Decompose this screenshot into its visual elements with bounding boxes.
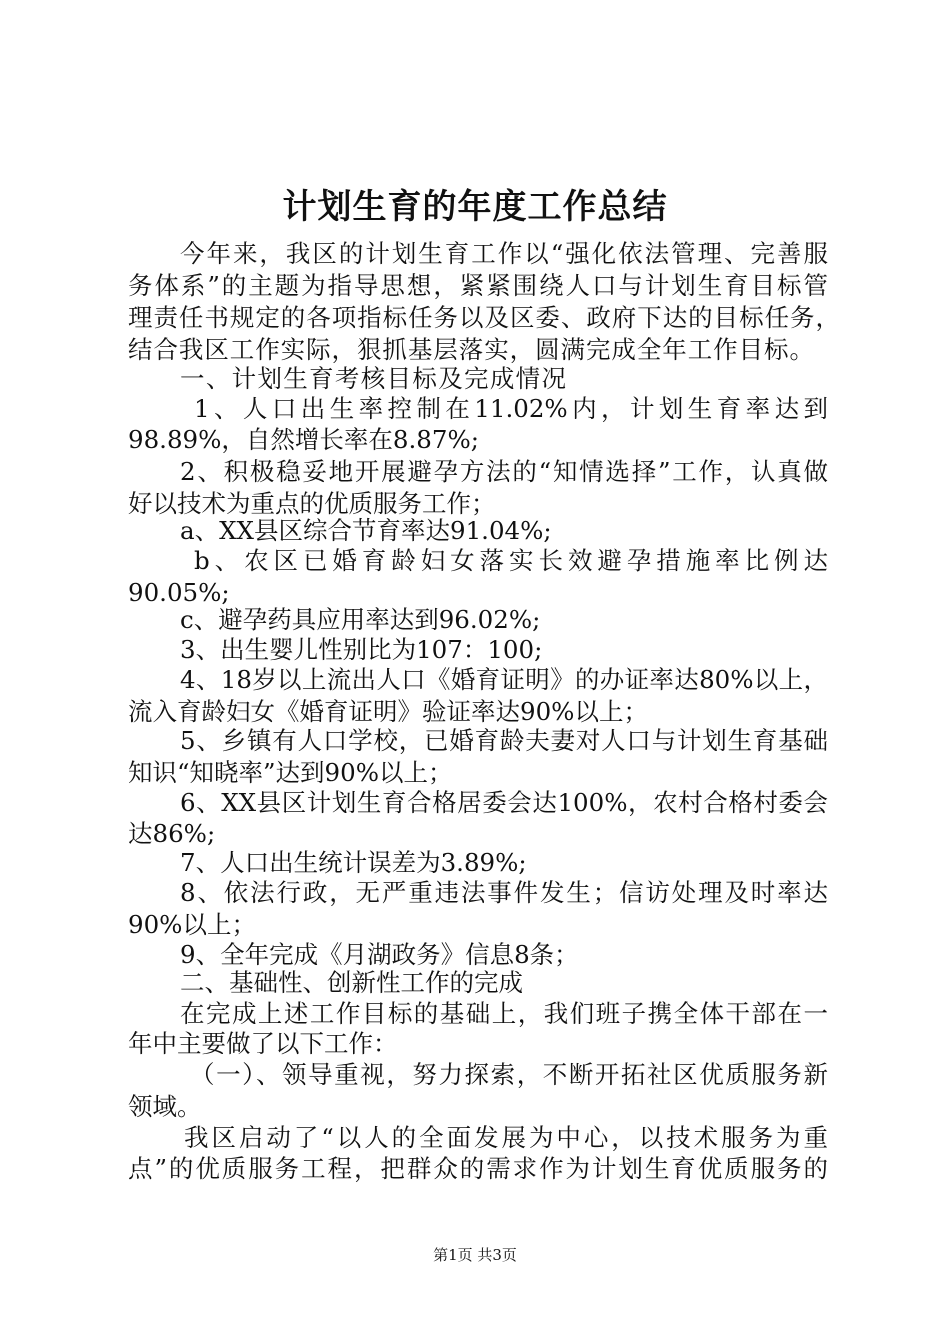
paragraph-line: 6、XX县区计划生育合格居委会达100%，农村合格村委会: [180, 788, 828, 817]
paragraph-line: 达86%;: [128, 819, 216, 848]
paragraph-line: 领域。: [128, 1092, 202, 1121]
paragraph-line: 8、依法行政，无严重违法事件发生；信访处理及时率达: [180, 878, 828, 907]
paragraph-line: c、避孕药具应用率达到96.02%;: [180, 605, 541, 634]
paragraph-line: 年中主要做了以下工作：: [128, 1029, 398, 1058]
paragraph-line: a、XX县区综合节育率达91.04%;: [180, 516, 552, 545]
paragraph-line: 务体系”的主题为指导思想，紧紧围绕人口与计划生育目标管: [128, 271, 828, 300]
paragraph-line: 3、出生婴儿性别比为107：100;: [180, 635, 543, 664]
paragraph-line: 今年来，我区的计划生育工作以“强化依法管理、完善服: [180, 239, 828, 268]
paragraph-line: 90.05%;: [128, 578, 230, 607]
paragraph-line: 理责任书规定的各项指标任务以及区委、政府下达的目标任务，: [128, 303, 840, 332]
paragraph-line: 知识“知晓率”达到90%以上；: [128, 758, 453, 787]
paragraph-line: 4、18岁以上流出人口《婚育证明》的办证率达80%以上，: [180, 665, 828, 694]
paragraph-line: b、农区已婚育龄妇女落实长效避孕措施率比例达: [194, 546, 828, 575]
document-title: 计划生育的年度工作总结: [282, 187, 668, 227]
paragraph-line: 好以技术为重点的优质服务工作；: [128, 489, 496, 518]
subsection-heading: （一）、领导重视，努力探索，不断开拓社区优质服务新: [190, 1060, 828, 1089]
paragraph-line: 流入育龄妇女《婚育证明》验证率达90%以上；: [128, 697, 648, 726]
section-heading: 一、计划生育考核目标及完成情况: [180, 364, 566, 393]
paragraph-line: 1、人口出生率控制在11.02%内，计划生育率达到: [194, 394, 828, 423]
paragraph-line: 点”的优质服务工程，把群众的需求作为计划生育优质服务的: [128, 1154, 828, 1183]
paragraph-line: 结合我区工作实际，狠抓基层落实，圆满完成全年工作目标。: [128, 335, 814, 364]
page-number-footer: 第1页 共3页: [433, 1246, 517, 1264]
paragraph-line: 5、乡镇有人口学校，已婚育龄夫妻对人口与计划生育基础: [180, 726, 828, 755]
paragraph-line: 98.89%，自然增长率在8.87%;: [128, 425, 480, 454]
paragraph-line: 2、积极稳妥地开展避孕方法的“知情选择”工作，认真做: [180, 457, 828, 486]
section-heading: 二、基础性、创新性工作的完成: [180, 968, 523, 997]
paragraph-line: 90%以上；: [128, 910, 256, 939]
paragraph-line: 9、全年完成《月湖政务》信息8条；: [180, 940, 579, 969]
paragraph-line: 7、人口出生统计误差为3.89%;: [180, 848, 527, 877]
paragraph-line: 我区启动了“以人的全面发展为中心，以技术服务为重: [184, 1123, 828, 1152]
paragraph-line: 在完成上述工作目标的基础上，我们班子携全体干部在一: [180, 999, 828, 1028]
